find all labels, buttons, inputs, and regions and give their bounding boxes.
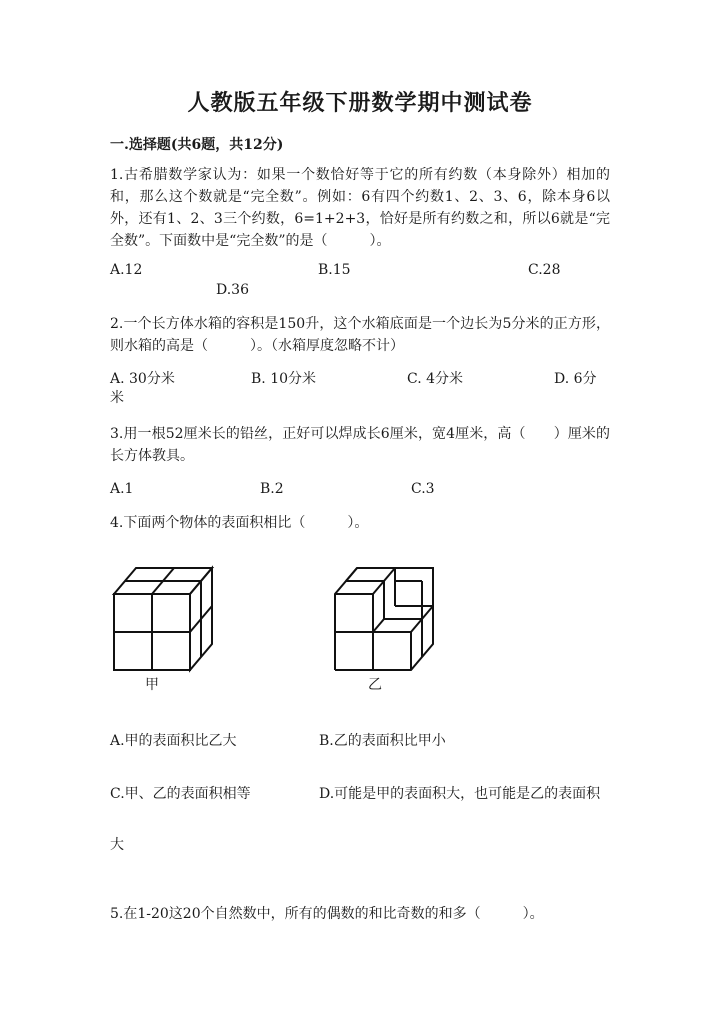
q4-option-c[interactable]: C.甲、乙的表面积相等 bbox=[110, 786, 251, 802]
question-1-text: 1.古希腊数学家认为：如果一个数恰好等于它的所有约数（本身除外）相加的和，那么这个数就是“完全数”。例如：6有四个约数1、2、3、6，除本身6以外，还有1、2、3三个约数，6=1+2+3，恰好是所有约数之和，所以6就是“完全数”。下面数中是“完全数”的是（ ）。 bbox=[110, 167, 610, 249]
q2-option-a[interactable]: A. 30分米 bbox=[110, 371, 175, 387]
q2-option-c[interactable]: C. 4分米 bbox=[407, 371, 464, 387]
q2-option-d-wrap: 米 bbox=[110, 390, 124, 406]
question-5-text: 5.在1-20这20个自然数中，所有的偶数的和比奇数的和多（ ）。 bbox=[110, 906, 544, 922]
question-4-text: 4.下面两个物体的表面积相比（ ）。 bbox=[110, 515, 369, 531]
q1-option-a[interactable]: A.12 bbox=[110, 262, 143, 278]
q1-option-c[interactable]: C.28 bbox=[528, 262, 561, 278]
q4-option-a[interactable]: A.甲的表面积比乙大 bbox=[110, 733, 237, 749]
q3-option-b[interactable]: B.2 bbox=[260, 481, 284, 497]
q3-option-a[interactable]: A.1 bbox=[110, 481, 134, 497]
q2-option-d[interactable]: D. 6分 bbox=[554, 371, 597, 387]
q2-option-b[interactable]: B. 10分米 bbox=[251, 371, 317, 387]
q1-option-d[interactable]: D.36 bbox=[216, 282, 249, 298]
q3-option-c[interactable]: C.3 bbox=[411, 481, 435, 497]
section-heading: 一.选择题(共6题，共12分) bbox=[110, 137, 284, 153]
question-3-text: 3.用一根52厘米长的铅丝，正好可以焊成长6厘米，宽4厘米，高（ ）厘米的长方体教具。 bbox=[110, 426, 610, 464]
figure-label-jia: 甲 bbox=[145, 677, 159, 693]
figure-jia-cube bbox=[108, 562, 218, 674]
q4-option-d-wrap: 大 bbox=[110, 837, 124, 853]
page-title: 人教版五年级下册数学期中测试卷 bbox=[187, 90, 533, 116]
q1-option-b[interactable]: B.15 bbox=[318, 262, 351, 278]
q4-option-b[interactable]: B.乙的表面积比甲小 bbox=[319, 733, 446, 749]
figure-label-yi: 乙 bbox=[368, 677, 382, 693]
q4-option-d[interactable]: D.可能是甲的表面积大，也可能是乙的表面积 bbox=[319, 786, 601, 802]
question-2-text: 2.一个长方体水箱的容积是150升，这个水箱底面是一个边长为5分米的正方形，则水箱的高是（ ）。（水箱厚度忽略不计） bbox=[110, 316, 610, 354]
figure-yi-cube bbox=[329, 562, 439, 674]
